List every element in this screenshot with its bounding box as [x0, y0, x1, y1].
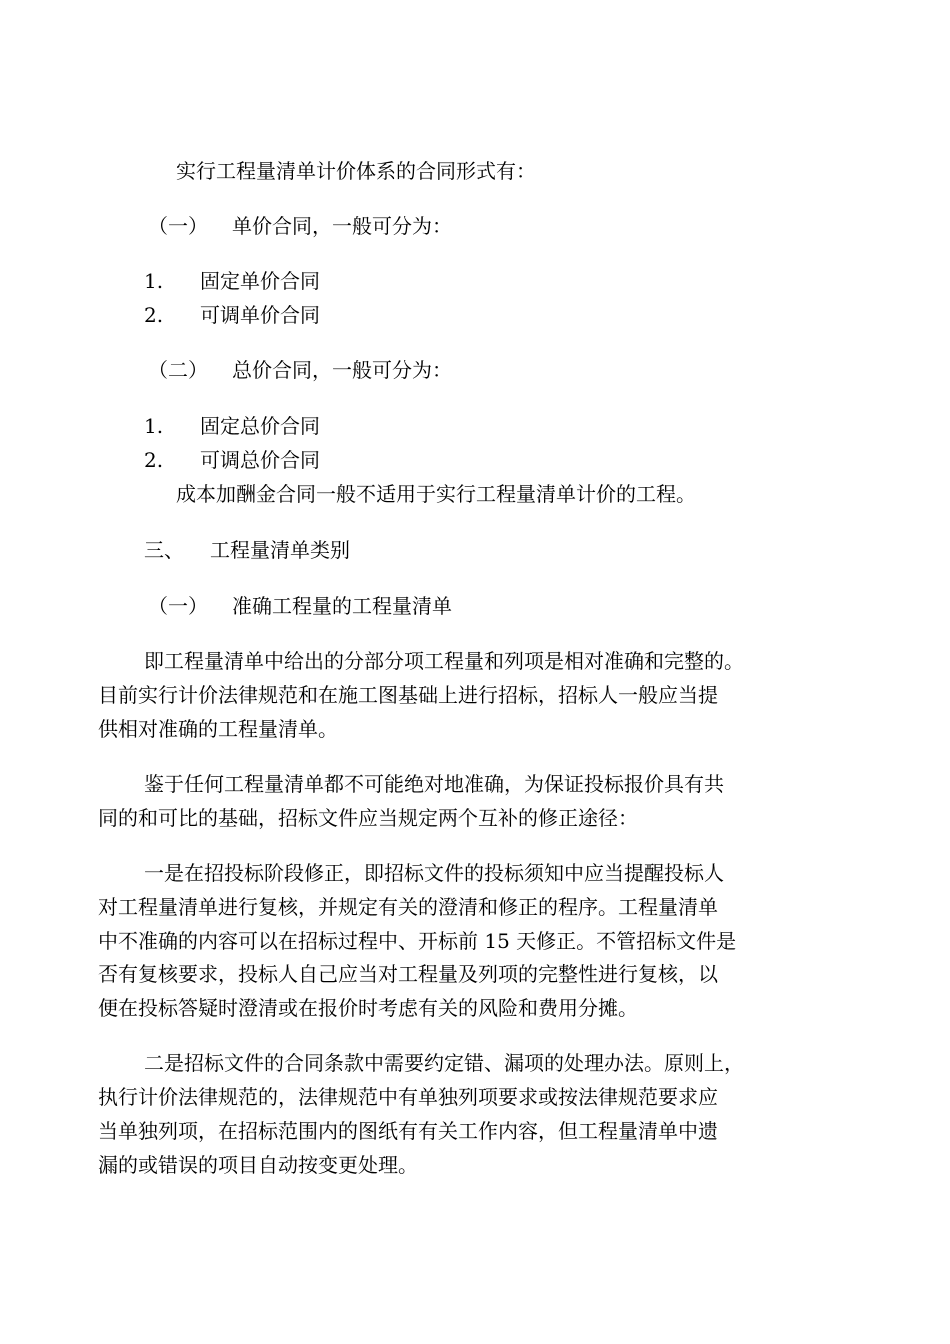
list-item: 固定总价合同	[200, 414, 320, 438]
paragraph-line: 目前实行计价法律规范和在施工图基础上进行招标，招标人一般应当提	[98, 683, 718, 707]
heading-3-title: 工程量清单类别	[210, 538, 350, 562]
section-a-label: （一）	[148, 214, 208, 238]
paragraph-line: 执行计价法律规范的，法律规范中有单独列项要求或按法律规范要求应	[98, 1085, 718, 1109]
sub-1-label: （一）	[148, 594, 208, 618]
paragraph-line: 便在投标答疑时澄清或在报价时考虑有关的风险和费用分摊。	[98, 996, 638, 1020]
list-item: 可调总价合同	[200, 448, 320, 472]
paragraph-line: 二是招标文件的合同条款中需要约定错、漏项的处理办法。原则上，	[144, 1051, 744, 1075]
list-item: 可调单价合同	[200, 303, 320, 327]
list-item-num: 2.	[144, 303, 164, 327]
paragraph-line: 对工程量清单进行复核，并规定有关的澄清和修正的程序。工程量清单	[98, 895, 718, 919]
paragraph-line: 同的和可比的基础，招标文件应当规定两个互补的修正途径：	[98, 806, 638, 830]
section-b-label: （二）	[148, 358, 208, 382]
section-a-title: 单价合同，一般可分为：	[232, 214, 452, 238]
heading-3-label: 三、	[144, 538, 184, 562]
paragraph-line: 当单独列项，在招标范围内的图纸有有关工作内容，但工程量清单中遗	[98, 1119, 718, 1143]
list-item-num: 1.	[144, 269, 164, 293]
paragraph-line: 一是在招投标阶段修正，即招标文件的投标须知中应当提醒投标人	[144, 861, 724, 885]
paragraph-line: 中不准确的内容可以在招标过程中、开标前 15 天修正。不管招标文件是	[98, 929, 737, 953]
paragraph-line: 否有复核要求，投标人自己应当对工程量及列项的完整性进行复核，以	[98, 962, 718, 986]
list-item-num: 1.	[144, 414, 164, 438]
list-item-num: 2.	[144, 448, 164, 472]
paragraph-line: 鉴于任何工程量清单都不可能绝对地准确，为保证投标报价具有共	[144, 772, 724, 796]
note-line: 成本加酬金合同一般不适用于实行工程量清单计价的工程。	[176, 482, 696, 506]
paragraph-line: 即工程量清单中给出的分部分项工程量和列项是相对准确和完整的。	[144, 649, 744, 673]
section-b-title: 总价合同，一般可分为：	[232, 358, 452, 382]
paragraph-line: 漏的或错误的项目自动按变更处理。	[98, 1153, 418, 1177]
intro-line: 实行工程量清单计价体系的合同形式有：	[176, 159, 536, 183]
sub-1-title: 准确工程量的工程量清单	[232, 594, 452, 618]
list-item: 固定单价合同	[200, 269, 320, 293]
paragraph-line: 供相对准确的工程量清单。	[98, 717, 338, 741]
